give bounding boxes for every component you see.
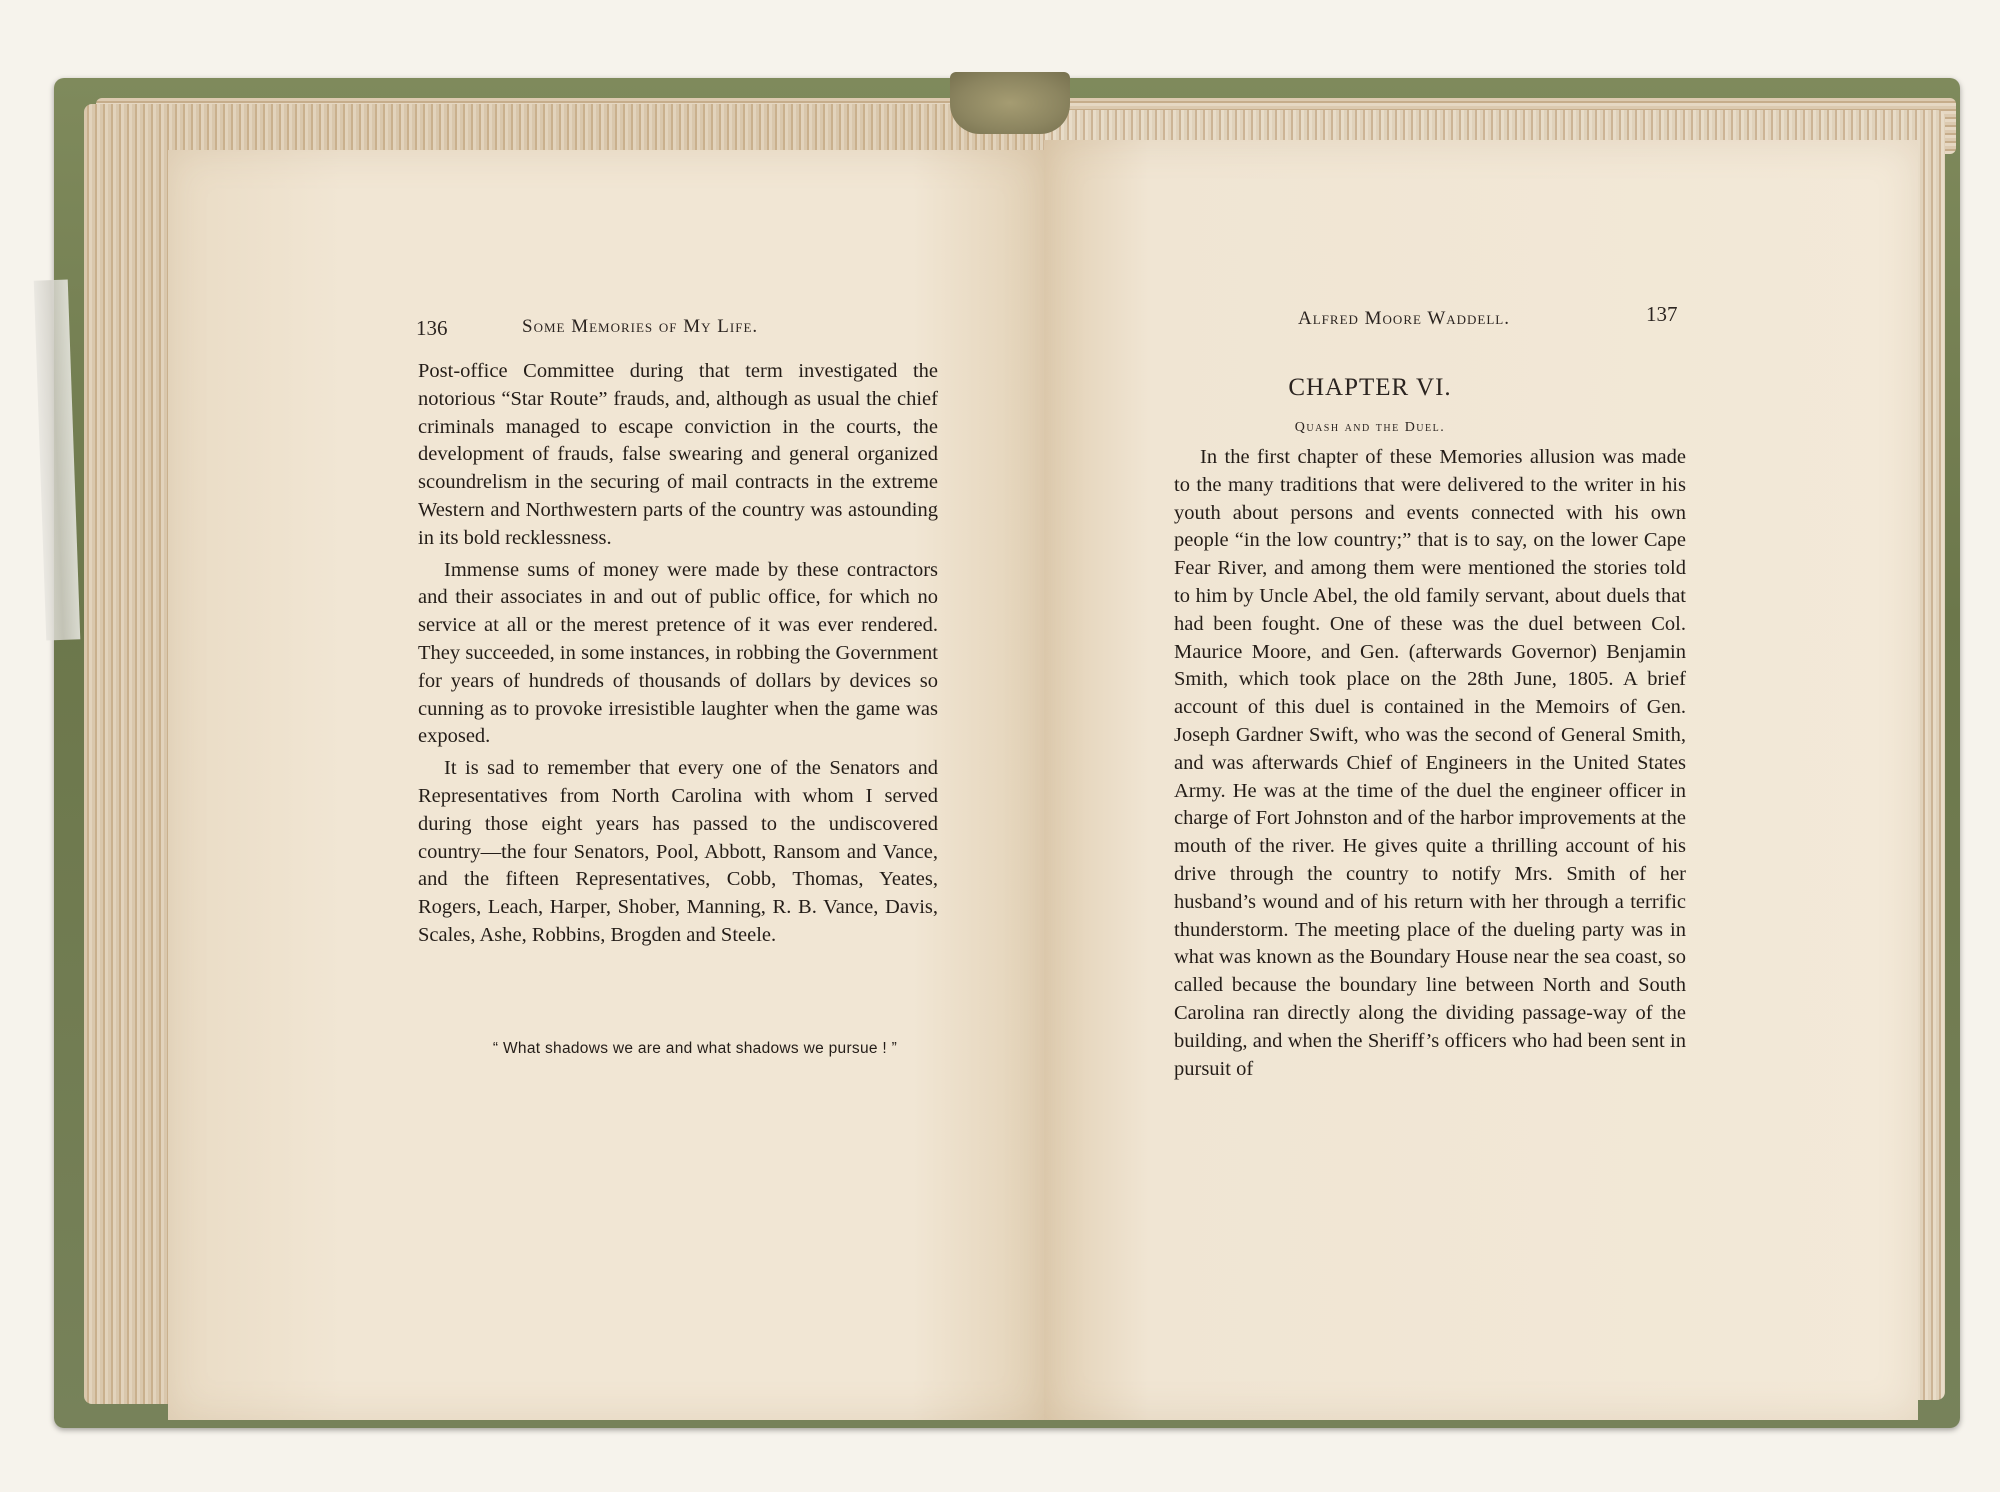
left-paragraph-2: Immense sums of money were made by these contractors and their associates in and out of public office, for which no service at all or the merest pretence of it was ever rendered. They succeeded, in some instances, in robbing the Government for years of hundreds of thousands of dollars by devices so cunning as to provoke irresistible laughter when the game was exposed. <box>418 558 938 748</box>
right-paragraph-1: In the first chapter of these Memories allusion was made to the many traditions that were delivered to the writer in his youth about persons and events connected with his own people “in the low country;” that is to say, on the lower Cape Fear River, and among them were mentioned the stories told to him by Uncle Abel, the old family servant, about duels that had been fought. One of these was the duel between Col. Maurice Moore, and Gen. (afterwards Governor) Benjamin Smith, which took place on the 28th June, 1805. A brief account of this duel is contained in the Memoirs of Gen. Joseph Gardner Swift, who was the second of General Smith, and was afterwards Chief of Engineers in the United States Army. He was at the time of the duel the engineer officer in charge of Fort Johnston and of the harbor improvements at the mouth of the river. He gives quite a thrilling account of his drive through the country to notify Mrs. Smith of her husband’s wound and of his return with her through a terrific thunderstorm. The meeting place of the dueling party was in what was known as the Boundary House near the sea coast, so called because the boundary line between North and South Carolina ran directly along the dividing passage-way of the building, and when the Sheriff’s officers who had been sent in pursuit of <box>1174 446 1686 1080</box>
left-body-text <box>418 358 938 954</box>
right-page-number: 137 <box>1646 302 1678 326</box>
left-running-head: Some Memories of My Life. <box>522 316 759 337</box>
right-running-head: Alfred Moore Waddell. <box>1298 308 1511 329</box>
spine-headband <box>950 72 1070 134</box>
left-paragraph-3: It is sad to remember that every one of the Senators and Representatives from North Carolina with whom I served during those eight years has passed to the undiscovered country—the four Senators, Pool, Abbott, Ransom and Vance, and the fifteen Representatives, Cobb, Thomas, Yeates, Rogers, Leach, Harper, Shober, Manning, R. B. Vance, Davis, Scales, Ashe, Robbins, Brogden and Steele. <box>418 757 938 946</box>
chapter-subtitle: Quash and the Duel. <box>1294 420 1446 435</box>
left-page-number: 136 <box>416 316 448 340</box>
chapter-title: CHAPTER VI. <box>1288 374 1452 401</box>
left-paragraph-1: Post-office Committee during that term investigated the notorious “Star Route” frauds, and, although as usual the chief criminals managed to escape conviction in the courts, the development of frauds, false swearing and general organized scoundrelism in the securing of mail contracts in the extreme Western and Northwestern parts of the country was astounding in its bold recklessness. <box>418 360 938 549</box>
closing-quote: “ What shadows we are and what shadows we pursue ! ” <box>492 1040 898 1057</box>
right-body-text <box>1174 444 1686 1087</box>
